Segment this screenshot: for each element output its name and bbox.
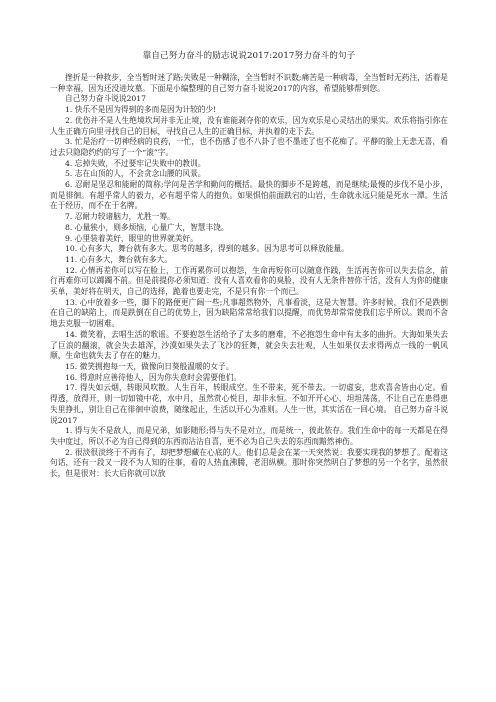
paragraph: 16. 得意时应善待他人，因为你失意时会需要他们。: [65, 372, 242, 382]
paragraph: 8. 心量狭小，则多烦恼，心量广大，智慧丰饶。: [65, 222, 229, 232]
document-title: 靠自己努力奋斗的励志说说2017:2017努力奋斗的句子: [142, 51, 356, 61]
paragraph: 11. 心有多大，舞台就有多大。: [65, 254, 172, 264]
paragraph: 1. 快乐不是因为得到的多而是因为计较的少!: [65, 105, 217, 115]
document-body: [50, 73, 448, 480]
paragraph: 1. 得与失不是敌人，而是兄弟，如影随形;得与失不是对立，而是统一，彼此依存。我们生命中的每一天都是在得失中度过，所以不必为自己得到的东西而沾沾自喜，更不必为自己失去的东西而黯然神伤。: [50, 426, 448, 446]
paragraph: 自己努力奋斗说说2017: [65, 94, 147, 104]
paragraph: 5. 志在山顶的人，不会贪念山腰的风景。: [65, 169, 206, 179]
paragraph: 7. 忍耐力较诸脑力，尤胜一筹。: [65, 212, 175, 222]
paragraph: 15. 微笑拥抱每一天，做像向日葵般温暖的女子。: [65, 361, 234, 371]
paragraph: 13. 心中放着多一些，脚下的路便更广阔一些;凡事超然物外，凡事看淡，这是大智慧。许多时候，我们不是跌倒在自己的缺陷上，而是跌倒在自己的优势上，因为缺陷常常给我们以提醒，而优势却常常使我们忘乎所以。锲而不舍地去克服一切困难。: [50, 297, 448, 329]
paragraph: 17. 得失如云烟，转眼风吹散。人生百年，转眼成空。生不带来，死不带去。一切虚妄，悲欢喜舍皆由心定。看得透，放得开，则一切如镜中花，水中月，虽然赏心悦目，却非永恒。不如开开心心，坦坦荡荡，不让自己在患得患失里挣扎，别让自己在徘徊中浪费，随缘起止，生活以开心为准则。人生一世，其实活在一回心境。 自己努力奋斗说说2017: [50, 383, 448, 425]
paragraph: 挫折是一种救步，全当暂时迷了路;失败是一种糊涂，全当暂时不识数;痛苦是一种病毒，全当暂时无药注，活着是一种幸福，因为还没进坟墓。下面是小编整理的自己努力奋斗说说2017的内容，希望能够帮到您。: [50, 73, 448, 93]
paragraph: 3. 忙是治疗一切神经病的良药，一忙，也不伤感了也不八卦了也不墨迹了也不花痴了。平静的脸上无悲无喜，看过去只隐隐约约的写了一个“滚”字。: [50, 137, 448, 157]
paragraph: 2. 优伤并不是人生绝境坎坷并非无止境，没有谁能剥夺你的欢乐，因为欢乐是心灵结出的果实。欢乐将指引你在人生正确方向里寻找自己的目标，寻找自己人生的正确目标，并执着的走下去。: [50, 115, 448, 136]
paragraph: 10. 心有多大，舞台就有多大。思考的越多，得到的越多。因为思考可以释放能量。: [65, 244, 349, 254]
paragraph: 14. 微笑着，去唱生活的歌谣。不要抱怨生活给予了太多的磨难，不必抱怨生命中有太多的曲折。大海如果失去了巨浪的翻滚，就会失去雄浑，沙漠如果失去了飞沙的狂舞，就会失去壮观，人生如果仅去求得两点一线的一帆风顺，生命也就失去了存在的魅力。: [50, 329, 448, 361]
paragraph: 12. 心情再差你可以写在脸上，工作再累你可以抱怨，生命再短你可以随意作践，生活再苦你可以失去信念，前行再难你可以踯躅不前。但是前提你必须知道：没有人喜欢看你的臭脸，没有人无条件替你干活，没有人为你的健康买单，美好将在明天，自己的选择，跪着也要走完，不是只有你一个而已。: [50, 265, 448, 297]
paragraph: 2. 很淡很淡终于不再有了，却把梦想藏在心底的人。他们总是会在某一天突然说：我要实现我的梦想了。配着这句话，还有一段又一段不为人知的往事，看的人热血沸腾，老泪纵横。那时你突然明白了梦想的另一个名字，虽然很长，但是很对：长大后你就可以放: [50, 447, 448, 479]
paragraph: 9. 心里装着美好，眼里的世界就美好。: [65, 233, 198, 243]
paragraph: 4. 忘掉失败，不过要牢记失败中的教训。: [65, 158, 206, 168]
paragraph: 6. 忍耐是坚忍和能耐的简称;学问是苦学和勤问的概括。最快的脚步不是跨越，而是继续;最慢的步伐不是小步，而是徘徊。有超乎常人的毅力，必有超乎常人的抱负。如果惧怕前面跌宕的山岩，生命就永远只能是死水一潭。生活在于经历，而不在于名牌。: [50, 180, 448, 211]
